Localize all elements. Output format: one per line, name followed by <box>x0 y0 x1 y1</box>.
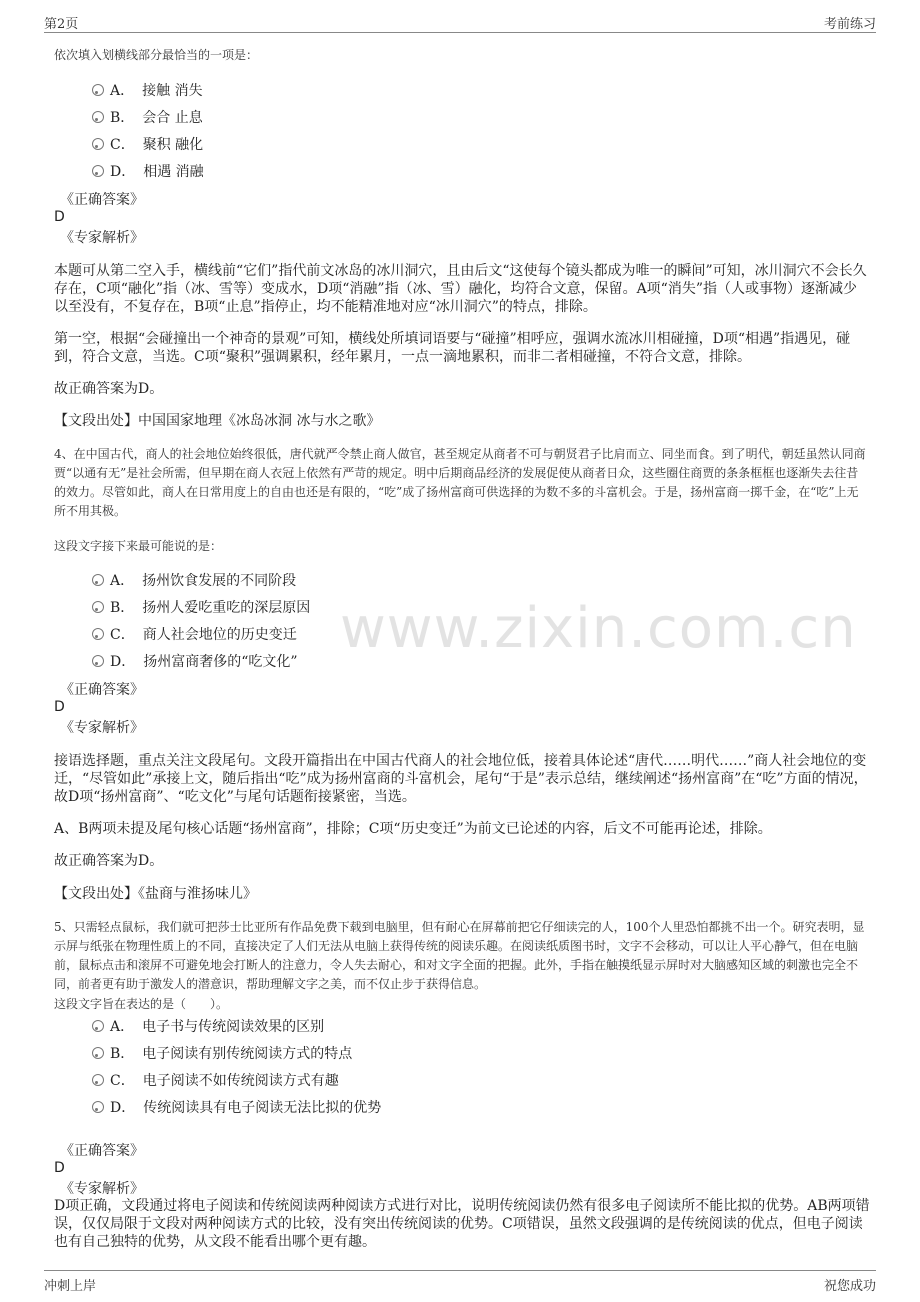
q4-option-b[interactable] <box>92 597 310 619</box>
option-letter: A． <box>110 1019 135 1035</box>
q5-option-a[interactable] <box>92 1016 324 1038</box>
q5-analysis-label: 《专家解析》 <box>60 1181 144 1197</box>
q4-source: 【文段出处】《盐商与淮扬味儿》 <box>54 886 257 902</box>
option-text: 相遇 消融 <box>143 164 204 180</box>
option-letter: D． <box>110 654 136 670</box>
q5-answer-label: 《正确答案》 <box>60 1143 144 1159</box>
q5-option-b[interactable] <box>92 1043 352 1065</box>
header-title: 考前练习 <box>823 17 876 32</box>
radio-icon[interactable] <box>92 138 104 150</box>
radio-icon[interactable] <box>92 601 104 613</box>
option-letter: C． <box>110 137 135 153</box>
q3-analysis-para-2: 第一空，根据“会碰撞出一个神奇的景观”可知，横线处所填词语要与“碰撞”相呼应，强调水流冰川相碰撞，D项“相遇”指遇见，碰到，符合文意，当选。C项“聚积”强调累积，经年累月，一点一滴地累积，而非二者相碰撞，不符合文意，排除。 <box>54 331 851 365</box>
option-letter: B． <box>110 1046 135 1062</box>
q4-analysis-para-1: 接语选择题，重点关注文段尾句。文段开篇指出在中国古代商人的社会地位低，接着具体论述“唐代……明代……”商人社会地位的变迁，“尽管如此”承接上文，随后指出“吃”成为扬州富商的斗富机会，尾句“于是”表示总结，继续阐述“扬州富商”在“吃”方面的情况，故D项“扬州富商”、“吃文化”与尾句话题衔接紧密，当选。 <box>54 753 868 805</box>
q5-analysis: D项正确，文段通过将电子阅读和传统阅读两种阅读方式进行对比，说明传统阅读仍然有很多电子阅读所不能比拟的优势。AB两项错误，仅仅局限于文段对两种阅读方式的比较，没有突出传统阅读的优势。C项错误，虽然文段强调的是传统阅读的优点，但电子阅读也有自己独特的优势，从文段不能看出哪个更有趣。 <box>54 1198 870 1250</box>
q3-option-b[interactable] <box>92 107 203 129</box>
footer-left-text: 冲刺上岸 <box>44 1279 97 1294</box>
q4-analysis-label: 《专家解析》 <box>60 720 144 736</box>
option-letter: C． <box>110 1073 135 1089</box>
q4-option-a[interactable] <box>92 570 296 592</box>
radio-icon[interactable] <box>92 1047 104 1059</box>
q4-prompt: 这段文字接下来最可能说的是： <box>54 539 223 553</box>
q5-answer: D <box>54 1160 65 1176</box>
radio-icon[interactable] <box>92 1020 104 1032</box>
page-number: 第2页 <box>44 17 79 32</box>
watermark: www.zixin.com.cn <box>340 596 857 661</box>
option-text: 会合 止息 <box>142 110 203 126</box>
option-letter: D． <box>110 1100 136 1116</box>
option-text: 扬州富商奢侈的“吃文化” <box>143 654 298 670</box>
q4-analysis-para-2: A、B两项未提及尾句核心话题“扬州富商”，排除；C项“历史变迁”为前文已论述的内容，后文不可能再论述，排除。 <box>54 821 772 837</box>
radio-icon[interactable] <box>92 628 104 640</box>
q5-option-d[interactable] <box>92 1097 381 1119</box>
option-letter: A． <box>110 83 135 99</box>
radio-icon[interactable] <box>92 574 104 586</box>
q4-passage: 4、在中国古代，商人的社会地位始终很低，唐代就严令禁止商人做官，甚至规定从商者不可与朝贤君子比肩而立、同坐而食。到了明代，朝廷虽然认同商贾“以通有无”是社会所需，但早期在商人衣冠上依然有严苛的规定。明中后期商品经济的发展促使从商者日众，这些圈住商贾的条条框框也逐渐失去往昔的效力。尽管如此，商人在日常用度上的自由也还是有限的，“吃”成了扬州富商可供选择的为数不多的斗富机会。于是，扬州富商一掷千金，在“吃”上无所不用其极。 <box>54 447 866 518</box>
radio-icon[interactable] <box>92 655 104 667</box>
option-text: 传统阅读具有电子阅读无法比拟的优势 <box>143 1100 382 1116</box>
radio-icon[interactable] <box>92 111 104 123</box>
option-text: 接触 消失 <box>142 83 203 99</box>
q3-answer-label: 《正确答案》 <box>60 192 144 208</box>
q5-passage: 5、只需轻点鼠标，我们就可把莎士比亚所有作品免费下载到电脑里，但有耐心在屏幕前把它仔细读完的人，100个人里恐怕都挑不出一个。研究表明，显示屏与纸张在物理性质上的不同，直接决定了人们无法从电脑上获得传统的阅读乐趣。在阅读纸质图书时，文字不会移动，可以让人平心静气，但在电脑前，鼠标点击和滚屏不可避免地会打断人的注意力，令人失去耐心，和对文字全面的把握。此外，手指在触摸纸显示屏时对大脑感知区域的刺激也完全不同，前者更有助于激发人的潜意识，帮助理解文字之美，而不仅止步于获得信息。 <box>54 920 865 991</box>
radio-icon[interactable] <box>92 1074 104 1086</box>
q3-source: 【文段出处】中国国家地理《冰岛冰洞 冰与水之歌》 <box>54 413 381 429</box>
page-footer <box>44 1270 876 1295</box>
q3-analysis-conclusion: 故正确答案为D。 <box>54 381 164 397</box>
q3-analysis-label: 《专家解析》 <box>60 230 144 246</box>
radio-icon[interactable] <box>92 165 104 177</box>
option-text: 商人社会地位的历史变迁 <box>142 627 297 643</box>
option-text: 聚积 融化 <box>142 137 204 153</box>
q3-prompt: 依次填入划横线部分最恰当的一项是： <box>54 48 259 62</box>
option-letter: B． <box>110 110 135 126</box>
q3-option-d[interactable] <box>92 161 204 183</box>
q3-answer: D <box>54 209 65 225</box>
option-text: 电子阅读有别传统阅读方式的特点 <box>142 1046 353 1062</box>
q5-option-c[interactable] <box>92 1070 339 1092</box>
q4-option-d[interactable] <box>92 651 298 673</box>
option-text: 电子阅读不如传统阅读方式有趣 <box>142 1073 339 1089</box>
option-text: 扬州饮食发展的不同阶段 <box>142 573 297 589</box>
option-letter: A． <box>110 573 135 589</box>
option-text: 扬州人爱吃重吃的深层原因 <box>142 600 311 616</box>
radio-icon[interactable] <box>92 1101 104 1113</box>
q3-option-a[interactable] <box>92 80 203 102</box>
q4-analysis-conclusion: 故正确答案为D。 <box>54 853 164 869</box>
option-letter: D． <box>110 164 136 180</box>
q4-option-c[interactable] <box>92 624 297 646</box>
radio-icon[interactable] <box>92 84 104 96</box>
option-letter: C． <box>110 627 135 643</box>
page-header <box>44 10 876 33</box>
q4-answer-label: 《正确答案》 <box>60 682 144 698</box>
q3-analysis-para-1: 本题可从第二空入手，横线前“它们”指代前文冰岛的冰川洞穴，且由后文“这使每个镜头都成为唯一的瞬间”可知，冰川洞穴不会长久存在，C项“融化”指（冰、雪等）变成水，D项“消融”指（冰、雪）融化，均符合文意，保留。A项“消失”指（人或事物）逐渐减少以至没有，不复存在，B项“止息”指停止，均不能精准地对应“冰川洞穴”的特点，排除。 <box>54 263 867 315</box>
option-text: 电子书与传统阅读效果的区别 <box>142 1019 325 1035</box>
q5-prompt: 这段文字旨在表达的是（ ）。 <box>54 997 229 1011</box>
q3-option-c[interactable] <box>92 134 203 156</box>
footer-right-text: 祝您成功 <box>823 1279 876 1294</box>
option-letter: B． <box>110 600 135 616</box>
q4-answer: D <box>54 699 65 715</box>
